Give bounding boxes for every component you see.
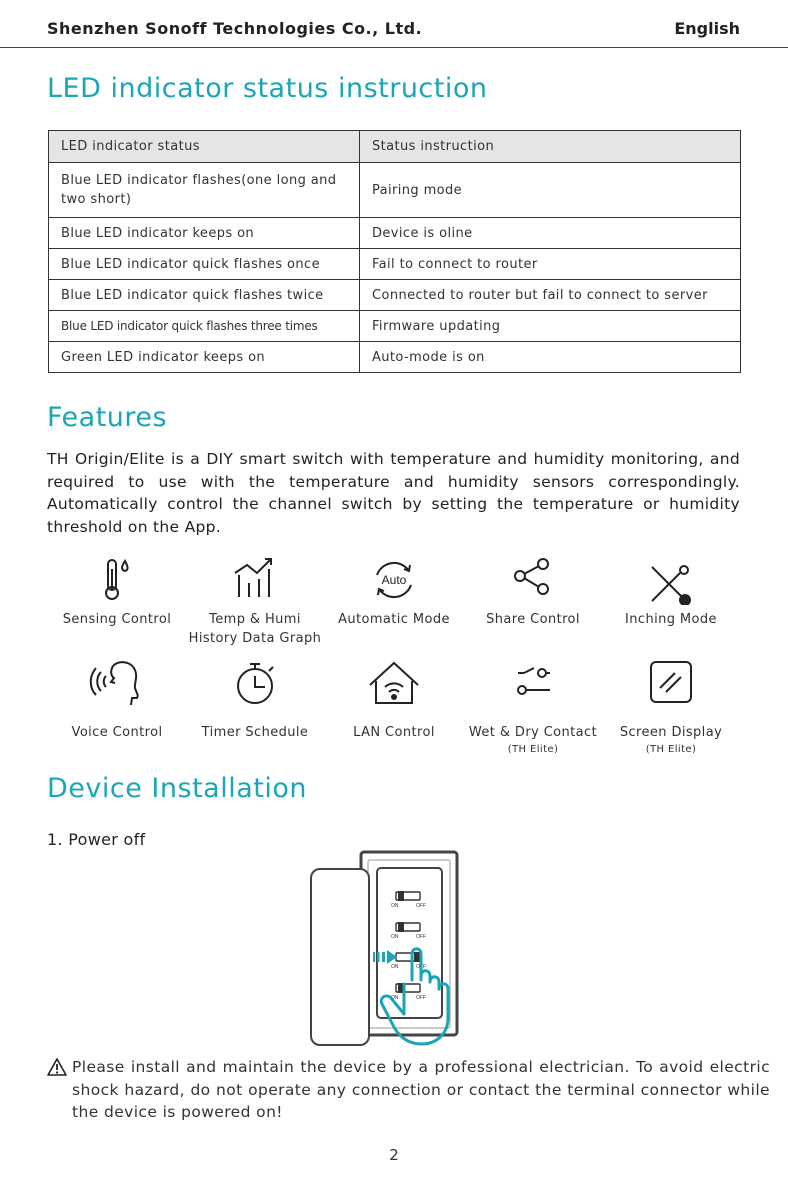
table-row	[49, 342, 741, 373]
voice-icon	[87, 658, 147, 708]
table-header-row	[49, 131, 741, 163]
feature-label	[596, 610, 746, 629]
feature-label-text: LAN Control	[353, 725, 435, 740]
breaker-panel-illustration	[300, 848, 490, 1058]
thermometer-icon	[87, 555, 147, 605]
feature-label	[319, 610, 469, 629]
feature-label	[42, 610, 192, 629]
led-status-cell: Blue LED indicator flashes(one long and two short)	[49, 163, 360, 218]
lan-icon	[364, 658, 424, 708]
feature-label	[42, 723, 192, 742]
contact-icon	[502, 658, 562, 708]
breaker-on-label: ON	[391, 995, 399, 1001]
warning-icon	[47, 1058, 67, 1076]
breaker-off-label: OFF	[416, 964, 426, 970]
feature-label	[319, 723, 469, 742]
led-status-cell: Blue LED indicator keeps on	[49, 218, 360, 249]
breaker-on-label: ON	[391, 934, 399, 940]
features-title: Features	[47, 402, 168, 433]
feature-label	[458, 610, 608, 629]
step-power-off: 1. Power off	[47, 830, 146, 849]
feature-label	[180, 723, 330, 742]
page-number: 2	[389, 1146, 399, 1164]
timer-icon	[225, 658, 285, 708]
feature-label-text: Timer Schedule	[201, 725, 309, 740]
feature-label-text: Temp & Humi	[209, 612, 301, 627]
installation-title: Device Installation	[47, 773, 307, 804]
feature-sublabel: History Data Graph	[188, 631, 322, 646]
warning-text: Please install and maintain the device by a professional electrician. To avoid electric shock hazard, do not operate any connection or contact the terminal connector while the device is powered on!	[72, 1058, 770, 1121]
led-status-cell: Blue LED indicator quick flashes twice	[49, 280, 360, 311]
feature-label	[180, 610, 330, 648]
table-row	[49, 249, 741, 280]
status-instruction-cell: Pairing mode	[360, 163, 741, 218]
column-header: LED indicator status	[49, 131, 360, 163]
feature-label	[458, 723, 608, 757]
feature-label-text: Automatic Mode	[338, 612, 450, 627]
led-status-cell: Green LED indicator keeps on	[49, 342, 360, 373]
table-row	[49, 311, 741, 342]
breaker-on-label: ON	[391, 903, 399, 909]
breaker-off-label: OFF	[416, 903, 426, 909]
screen-icon	[640, 658, 700, 708]
inching-icon	[640, 555, 700, 605]
feature-label-text: Sensing Control	[62, 612, 172, 627]
led-section-title: LED indicator status instruction	[47, 73, 488, 104]
feature-note: (TH Elite)	[507, 744, 559, 755]
auto-icon	[364, 555, 424, 605]
share-icon	[502, 555, 562, 605]
language-label: English	[674, 19, 740, 38]
led-status-cell: Blue LED indicator quick flashes once	[49, 249, 360, 280]
led-status-cell: Blue LED indicator quick flashes three times	[49, 311, 360, 342]
features-description: TH Origin/Elite is a DIY smart switch with temperature and humidity monitoring, and required to use with the temperature and humidity sensors correspondingly. Automatically control the channel switch by setting the temperature or humidity threshold on the App.	[47, 450, 740, 536]
status-instruction-cell: Connected to router but fail to connect to server	[360, 280, 741, 311]
breaker-off-label: OFF	[416, 934, 426, 940]
company-name: Shenzhen Sonoff Technologies Co., Ltd.	[47, 19, 423, 38]
breaker-off-label: OFF	[416, 995, 426, 1001]
chart-icon	[225, 555, 285, 605]
column-header: Status instruction	[360, 131, 741, 163]
table-row	[49, 280, 741, 311]
feature-label-text: Inching Mode	[625, 612, 717, 627]
table-row	[49, 218, 741, 249]
feature-label-text: Voice Control	[71, 725, 163, 740]
status-instruction-cell: Device is oline	[360, 218, 741, 249]
table-row	[49, 163, 741, 218]
header-divider	[0, 47, 788, 48]
breaker-on-label: ON	[391, 964, 399, 970]
feature-label-text: Wet & Dry Contact	[468, 725, 598, 740]
auto-icon-text: Auto	[381, 573, 407, 587]
status-instruction-cell: Firmware updating	[360, 311, 741, 342]
feature-label-text: Share Control	[486, 612, 580, 627]
led-status-table	[48, 130, 741, 373]
status-instruction-cell: Fail to connect to router	[360, 249, 741, 280]
feature-label	[596, 723, 746, 757]
feature-note: (TH Elite)	[645, 744, 697, 755]
status-instruction-cell: Auto-mode is on	[360, 342, 741, 373]
feature-label-text: Screen Display	[619, 725, 723, 740]
